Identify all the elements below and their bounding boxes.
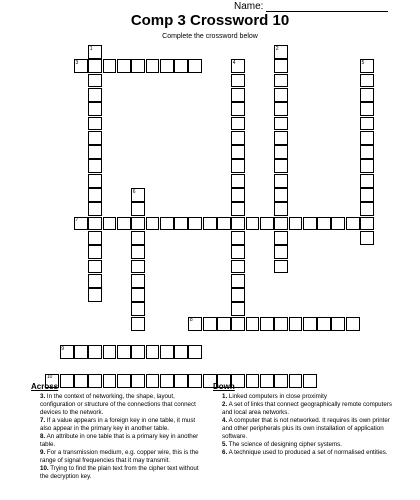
grid-cell[interactable] (88, 159, 102, 173)
grid-cell[interactable] (103, 217, 117, 231)
grid-cell[interactable] (274, 159, 288, 173)
cell-number: 7 (75, 217, 79, 224)
grid-cell[interactable] (360, 174, 374, 188)
grid-cell[interactable] (188, 345, 202, 359)
grid-cell[interactable] (274, 145, 288, 159)
grid-cell[interactable] (88, 117, 102, 131)
cell-number: 6 (132, 188, 136, 195)
grid-cell[interactable] (346, 317, 360, 331)
grid-cell[interactable] (317, 317, 331, 331)
grid-cell[interactable] (217, 217, 231, 231)
grid-cell[interactable] (274, 74, 288, 88)
clue-text: A set of links that connect geographically remote computers and local area networks. (222, 401, 392, 416)
grid-cell[interactable] (103, 59, 117, 73)
grid-cell[interactable] (160, 59, 174, 73)
clue-text: An attribute in one table that is a primary key in another table. (40, 433, 199, 448)
clue-number: 6. (222, 449, 228, 456)
grid-cell[interactable] (246, 317, 260, 331)
grid-cell[interactable] (317, 217, 331, 231)
grid-cell[interactable] (217, 317, 231, 331)
grid-cell[interactable] (174, 217, 188, 231)
grid-cell[interactable] (88, 145, 102, 159)
across-clues (31, 383, 203, 481)
clue-text: In the context of networking, the shape, layout, configuration or structure of the connections that connect devices to the network. (40, 393, 196, 416)
grid-cell[interactable] (246, 217, 260, 231)
grid-cell[interactable] (231, 317, 245, 331)
cell-number: 8 (189, 317, 193, 324)
grid-cell[interactable] (188, 217, 202, 231)
grid-cell[interactable] (231, 288, 245, 302)
grid-cell[interactable] (274, 231, 288, 245)
grid-cell[interactable] (74, 345, 88, 359)
grid-cell[interactable] (274, 117, 288, 131)
grid-cell[interactable] (131, 274, 145, 288)
grid-cell[interactable] (274, 317, 288, 331)
grid-cell[interactable] (146, 59, 160, 73)
grid-cell[interactable] (117, 345, 131, 359)
grid-cell[interactable] (231, 274, 245, 288)
clue-number: 2. (222, 401, 228, 408)
clue-number: 4. (222, 417, 228, 424)
clue-down-1 (213, 393, 393, 401)
grid-cell[interactable] (131, 317, 145, 331)
grid-cell[interactable] (274, 217, 288, 231)
grid-cell[interactable] (289, 217, 303, 231)
across-heading: Across (31, 382, 59, 391)
grid-cell[interactable] (346, 217, 360, 231)
grid-cell[interactable] (274, 202, 288, 216)
grid-cell[interactable] (203, 217, 217, 231)
grid-cell[interactable] (174, 345, 188, 359)
grid-cell[interactable] (231, 245, 245, 259)
grid-cell[interactable] (274, 188, 288, 202)
grid-cell[interactable] (131, 202, 145, 216)
grid-cell[interactable] (88, 88, 102, 102)
clue-text: If a value appears in a foreign key in one table, it must also appear in the primary key in another table. (40, 417, 196, 432)
grid-cell[interactable] (231, 102, 245, 116)
grid-cell[interactable] (360, 159, 374, 173)
cell-number: 5 (361, 59, 365, 66)
grid-cell[interactable] (360, 188, 374, 202)
grid-cell[interactable] (88, 288, 102, 302)
grid-cell[interactable] (131, 245, 145, 259)
clue-text: A technique used to produced a set of normalised entities. (228, 449, 388, 456)
grid-cell[interactable] (131, 345, 145, 359)
grid-cell[interactable] (231, 131, 245, 145)
grid-cell[interactable] (131, 59, 145, 73)
cell-number: 9 (61, 345, 64, 352)
grid-cell[interactable] (360, 117, 374, 131)
grid-cell[interactable] (146, 217, 160, 231)
cell-number: 3 (75, 59, 79, 66)
clue-across-8 (31, 433, 203, 449)
clue-text: For a transmission medium, e.g. copper wire, this is the range of signal frequencies that it may transmit. (40, 449, 199, 464)
grid-cell[interactable] (131, 231, 145, 245)
clue-down-2 (213, 401, 393, 417)
grid-cell[interactable] (274, 174, 288, 188)
cell-number: 2 (275, 45, 279, 52)
grid-cell[interactable] (231, 302, 245, 316)
grid-cell[interactable] (131, 288, 145, 302)
grid-cell[interactable] (231, 74, 245, 88)
grid-cell[interactable] (160, 345, 174, 359)
grid-cell[interactable] (231, 260, 245, 274)
grid-cell[interactable] (88, 59, 102, 73)
clue-down-5 (213, 441, 393, 449)
grid-cell[interactable] (160, 217, 174, 231)
grid-cell[interactable] (360, 217, 374, 231)
grid-cell[interactable] (146, 345, 160, 359)
clue-number: 10. (40, 465, 49, 472)
clue-text: Linked computers in close proximity (228, 393, 327, 400)
grid-cell[interactable] (274, 59, 288, 73)
grid-cell[interactable] (231, 145, 245, 159)
grid-cell[interactable] (88, 174, 102, 188)
grid-cell[interactable] (360, 88, 374, 102)
grid-cell[interactable] (117, 217, 131, 231)
grid-cell[interactable] (231, 217, 245, 231)
page-title: Comp 3 Crossword 10 (130, 12, 290, 29)
grid-cell[interactable] (103, 345, 117, 359)
grid-cell[interactable] (360, 131, 374, 145)
grid-cell[interactable] (360, 74, 374, 88)
clue-number: 9. (40, 449, 46, 456)
clue-text: Trying to find the plain text from the cipher text without the decryption key. (40, 465, 199, 480)
clue-across-3 (31, 393, 203, 417)
grid-cell[interactable] (188, 59, 202, 73)
grid-cell[interactable] (274, 245, 288, 259)
clue-down-6 (213, 449, 393, 457)
grid-cell[interactable] (88, 131, 102, 145)
name-label: Name: (234, 1, 264, 12)
clue-across-9 (31, 449, 203, 465)
cell-number: 4 (232, 59, 236, 66)
grid-cell[interactable] (274, 102, 288, 116)
grid-cell[interactable] (231, 117, 245, 131)
grid-cell[interactable] (231, 159, 245, 173)
clue-down-4 (213, 417, 393, 441)
clue-number: 5. (222, 441, 228, 448)
grid-cell[interactable] (231, 174, 245, 188)
cell-number: 10 (46, 374, 53, 381)
grid-cell[interactable] (274, 260, 288, 274)
grid-cell[interactable] (231, 231, 245, 245)
grid-cell[interactable] (88, 231, 102, 245)
grid-cell[interactable] (360, 102, 374, 116)
grid-cell[interactable] (360, 231, 374, 245)
clue-text: A computer that is not networked. It requires its own printer and other peripherals plus its own installation of application software. (222, 417, 390, 440)
grid-cell[interactable] (274, 131, 288, 145)
grid-cell[interactable] (360, 202, 374, 216)
grid-cell[interactable] (131, 260, 145, 274)
grid-cell[interactable] (174, 59, 188, 73)
clue-number: 3. (40, 393, 46, 400)
grid-cell[interactable] (231, 188, 245, 202)
cell-number: 1 (89, 45, 93, 52)
down-clues (213, 383, 393, 457)
grid-cell[interactable] (88, 102, 102, 116)
grid-cell[interactable] (360, 145, 374, 159)
grid-cell[interactable] (131, 217, 145, 231)
grid-cell[interactable] (88, 260, 102, 274)
down-heading: Down (213, 382, 235, 391)
grid-cell[interactable] (88, 202, 102, 216)
grid-cell[interactable] (203, 317, 217, 331)
grid-cell[interactable] (331, 217, 345, 231)
clue-number: 1. (222, 393, 228, 400)
grid-cell[interactable] (88, 74, 102, 88)
clue-text: The science of designing cipher systems. (228, 441, 342, 448)
grid-cell[interactable] (331, 317, 345, 331)
grid-cell[interactable] (303, 217, 317, 231)
grid-cell[interactable] (88, 245, 102, 259)
grid-cell[interactable] (289, 317, 303, 331)
grid-cell[interactable] (117, 59, 131, 73)
grid-cell[interactable] (131, 302, 145, 316)
clue-number: 8. (40, 433, 46, 440)
clue-number: 7. (40, 417, 46, 424)
grid-cell[interactable] (88, 345, 102, 359)
grid-cell[interactable] (88, 188, 102, 202)
clue-across-10 (31, 465, 203, 481)
page-subtitle: Complete the crossword below (162, 33, 258, 40)
grid-cell[interactable] (88, 217, 102, 231)
grid-cell[interactable] (88, 274, 102, 288)
grid-cell[interactable] (303, 317, 317, 331)
grid-cell[interactable] (231, 88, 245, 102)
grid-cell[interactable] (260, 317, 274, 331)
grid-cell[interactable] (231, 202, 245, 216)
grid-cell[interactable] (274, 88, 288, 102)
grid-cell[interactable] (260, 217, 274, 231)
clue-across-7 (31, 417, 203, 433)
